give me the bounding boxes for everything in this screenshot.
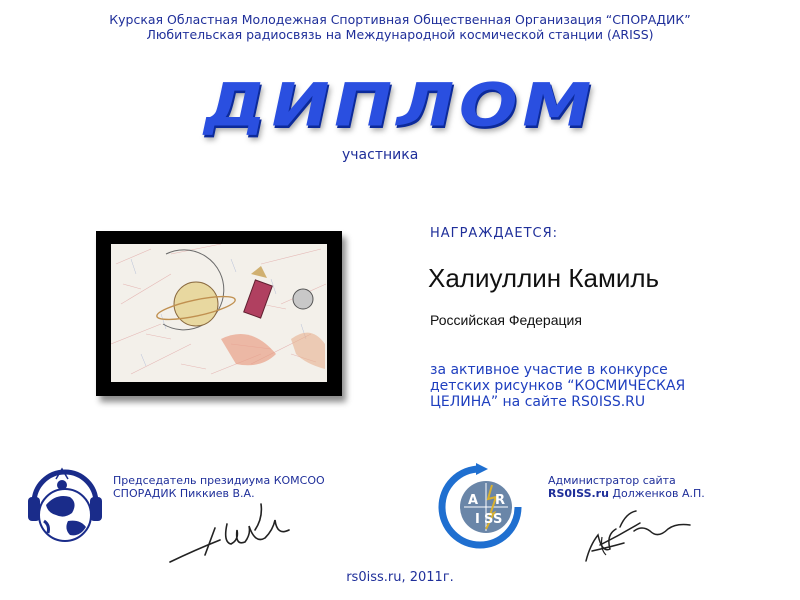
recipient-country: Российская Федерация [430,312,582,328]
right-signatory-title: Администратор сайта [548,474,676,487]
left-signatory [113,474,325,500]
right-signature [580,505,700,567]
ariss-letter: I [475,512,480,527]
award-reason-line: детских рисунков “КОСМИЧЕСКАЯ [430,378,686,394]
certificate-subtitle: участника [342,147,419,163]
ariss-letter: A [468,493,479,508]
sporadic-logo [26,463,104,551]
certificate-footer: rs0iss.ru, 2011г. [346,570,454,585]
right-signatory-name: Долженков А.П. [608,487,705,500]
recipient-name: Халиуллин Камиль [428,263,660,293]
organization-name: Курская Областная Молодежная Спортивная Общественная Организация “СПОРАДИК” [109,12,691,27]
right-signatory-site: RS0ISS.ru [548,487,609,500]
certificate-header [0,12,800,42]
ariss-letter: S [493,512,503,527]
ariss-letter: S [484,512,494,527]
right-signatory [548,474,705,500]
drawing-frame [96,231,342,396]
award-reason [430,362,770,410]
left-signature [165,500,300,570]
organization-subtitle: Любительская радиосвязь на Международной космической станции (ARISS) [146,27,654,42]
certificate-title: ДИПЛОМ [197,70,603,140]
child-drawing-image [111,244,327,382]
ariss-letter: R [495,493,506,508]
right-signatory-name-line [548,487,705,500]
left-signatory-title: Председатель президиума КОМСОО [113,474,325,487]
ariss-logo [436,463,524,551]
awarded-label: НАГРАЖДАЕТСЯ: [430,226,559,241]
award-reason-line: ЦЕЛИНА” на сайте RS0ISS.RU [430,394,646,410]
left-signatory-name: СПОРАДИК Пиккиев В.А. [113,487,255,500]
award-reason-line: за активное участие в конкурсе [430,362,668,378]
